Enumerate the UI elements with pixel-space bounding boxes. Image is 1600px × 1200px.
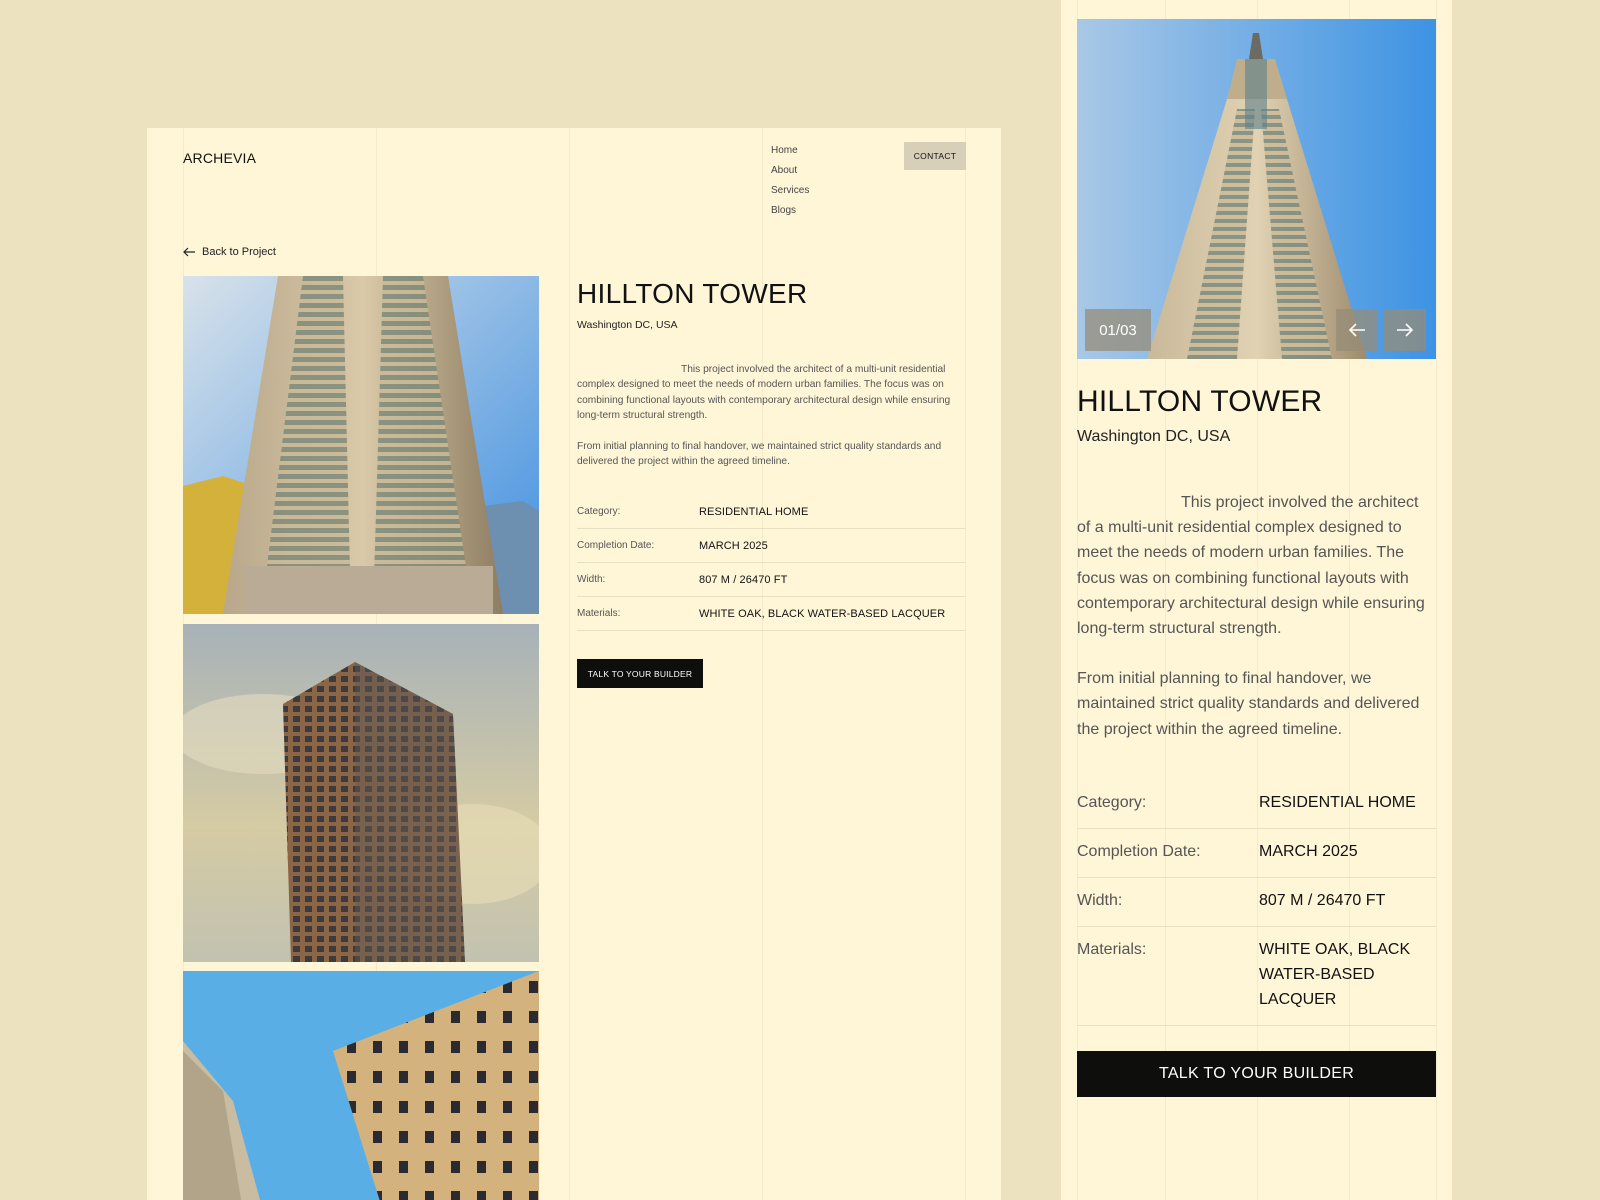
project-location: Washington DC, USA — [1077, 428, 1231, 445]
project-details-mobile — [1077, 384, 1436, 1097]
nav-item-about[interactable]: About — [771, 165, 798, 176]
spec-label: Category: — [1077, 793, 1147, 811]
spec-label: Completion Date: — [577, 540, 655, 552]
project-title: HILLTON TOWER — [1077, 385, 1323, 418]
nav-item-blogs[interactable]: Blogs — [771, 205, 797, 216]
talk-to-builder-button[interactable]: TALK TO YOUR BUILDER — [577, 659, 703, 688]
nav-item-services[interactable]: Services — [771, 185, 810, 196]
project-description — [577, 362, 966, 469]
mobile-frame — [1061, 0, 1452, 1200]
hero-carousel — [1077, 19, 1436, 359]
project-details — [577, 278, 966, 688]
spec-value: 807 M / 26470 FT — [699, 573, 788, 586]
spec-value: 807 M / 26470 FT — [1259, 891, 1386, 909]
spec-label: Completion Date: — [1077, 842, 1201, 860]
spec-row-width — [1077, 878, 1436, 927]
desktop-frame — [147, 128, 1001, 1200]
spec-value: MARCH 2025 — [1259, 842, 1358, 860]
gallery-photo-highrise — [183, 624, 539, 962]
spec-value: MARCH 2025 — [699, 539, 768, 552]
main-nav — [771, 144, 809, 224]
description-paragraph: From initial planning to final handover, we maintained strict quality standards and delivered the project within the agreed timeline. — [1077, 670, 1420, 738]
nav-item-home[interactable]: Home — [771, 145, 798, 156]
description-paragraph: This project involved the architect of a multi-unit residential complex designed to meet the needs of modern urban families. The focus was on combining functional layouts with contemporary architectural design while ensuring long-term structural strength. — [577, 364, 951, 422]
spec-row-materials — [1077, 927, 1436, 1026]
description-paragraph: From initial planning to final handover, we maintained strict quality standards and delivered the project within the agreed timeline. — [577, 440, 942, 468]
spec-label: Materials: — [577, 608, 621, 620]
spec-row-width — [577, 563, 966, 597]
spec-label: Width: — [577, 574, 606, 586]
spec-value: WHITE OAK, BLACK WATER-BASED LACQUER — [699, 607, 946, 620]
spec-row-completion — [577, 529, 966, 563]
spec-row-materials — [577, 597, 966, 631]
spec-label: Width: — [1077, 891, 1123, 909]
spec-value: RESIDENTIAL HOME — [1259, 793, 1416, 811]
gallery-photo-lookup — [183, 971, 539, 1200]
hero-photo-tower — [1077, 19, 1436, 359]
brand-logo[interactable]: ARCHEVIA — [183, 150, 257, 166]
arrow-left-icon — [183, 247, 196, 257]
arrow-left-icon — [1348, 323, 1366, 337]
arrow-right-icon — [1396, 323, 1414, 337]
description-paragraph: This project involved the architect of a multi-unit residential complex designed to meet the needs of modern urban families. The focus was on combining functional layouts with contemporary architectural design while ensuring long-term structural strength. — [1077, 494, 1425, 638]
talk-to-builder-button[interactable]: TALK TO YOUR BUILDER — [1077, 1051, 1436, 1097]
spec-row-category — [1077, 790, 1436, 829]
carousel-prev-button[interactable] — [1336, 309, 1378, 351]
spec-row-completion — [1077, 829, 1436, 878]
project-location: Washington DC, USA — [577, 319, 678, 331]
slide-counter: 01/03 — [1085, 309, 1151, 351]
spec-label: Category: — [577, 506, 621, 518]
gallery-photo-tower — [183, 276, 539, 614]
spec-value: WHITE OAK, BLACK WATER-BASED LACQUER — [1259, 940, 1411, 1008]
spec-row-category — [577, 495, 966, 529]
spec-value: RESIDENTIAL HOME — [699, 505, 809, 518]
carousel-next-button[interactable] — [1384, 309, 1426, 351]
project-description — [1077, 490, 1436, 742]
back-to-project-link[interactable] — [183, 246, 276, 258]
spec-label: Materials: — [1077, 940, 1147, 958]
project-title: HILLTON TOWER — [577, 278, 808, 309]
spec-table — [577, 495, 966, 631]
back-link-label: Back to Project — [202, 246, 276, 258]
spec-table — [1077, 790, 1436, 1026]
contact-button[interactable]: CONTACT — [904, 142, 966, 170]
